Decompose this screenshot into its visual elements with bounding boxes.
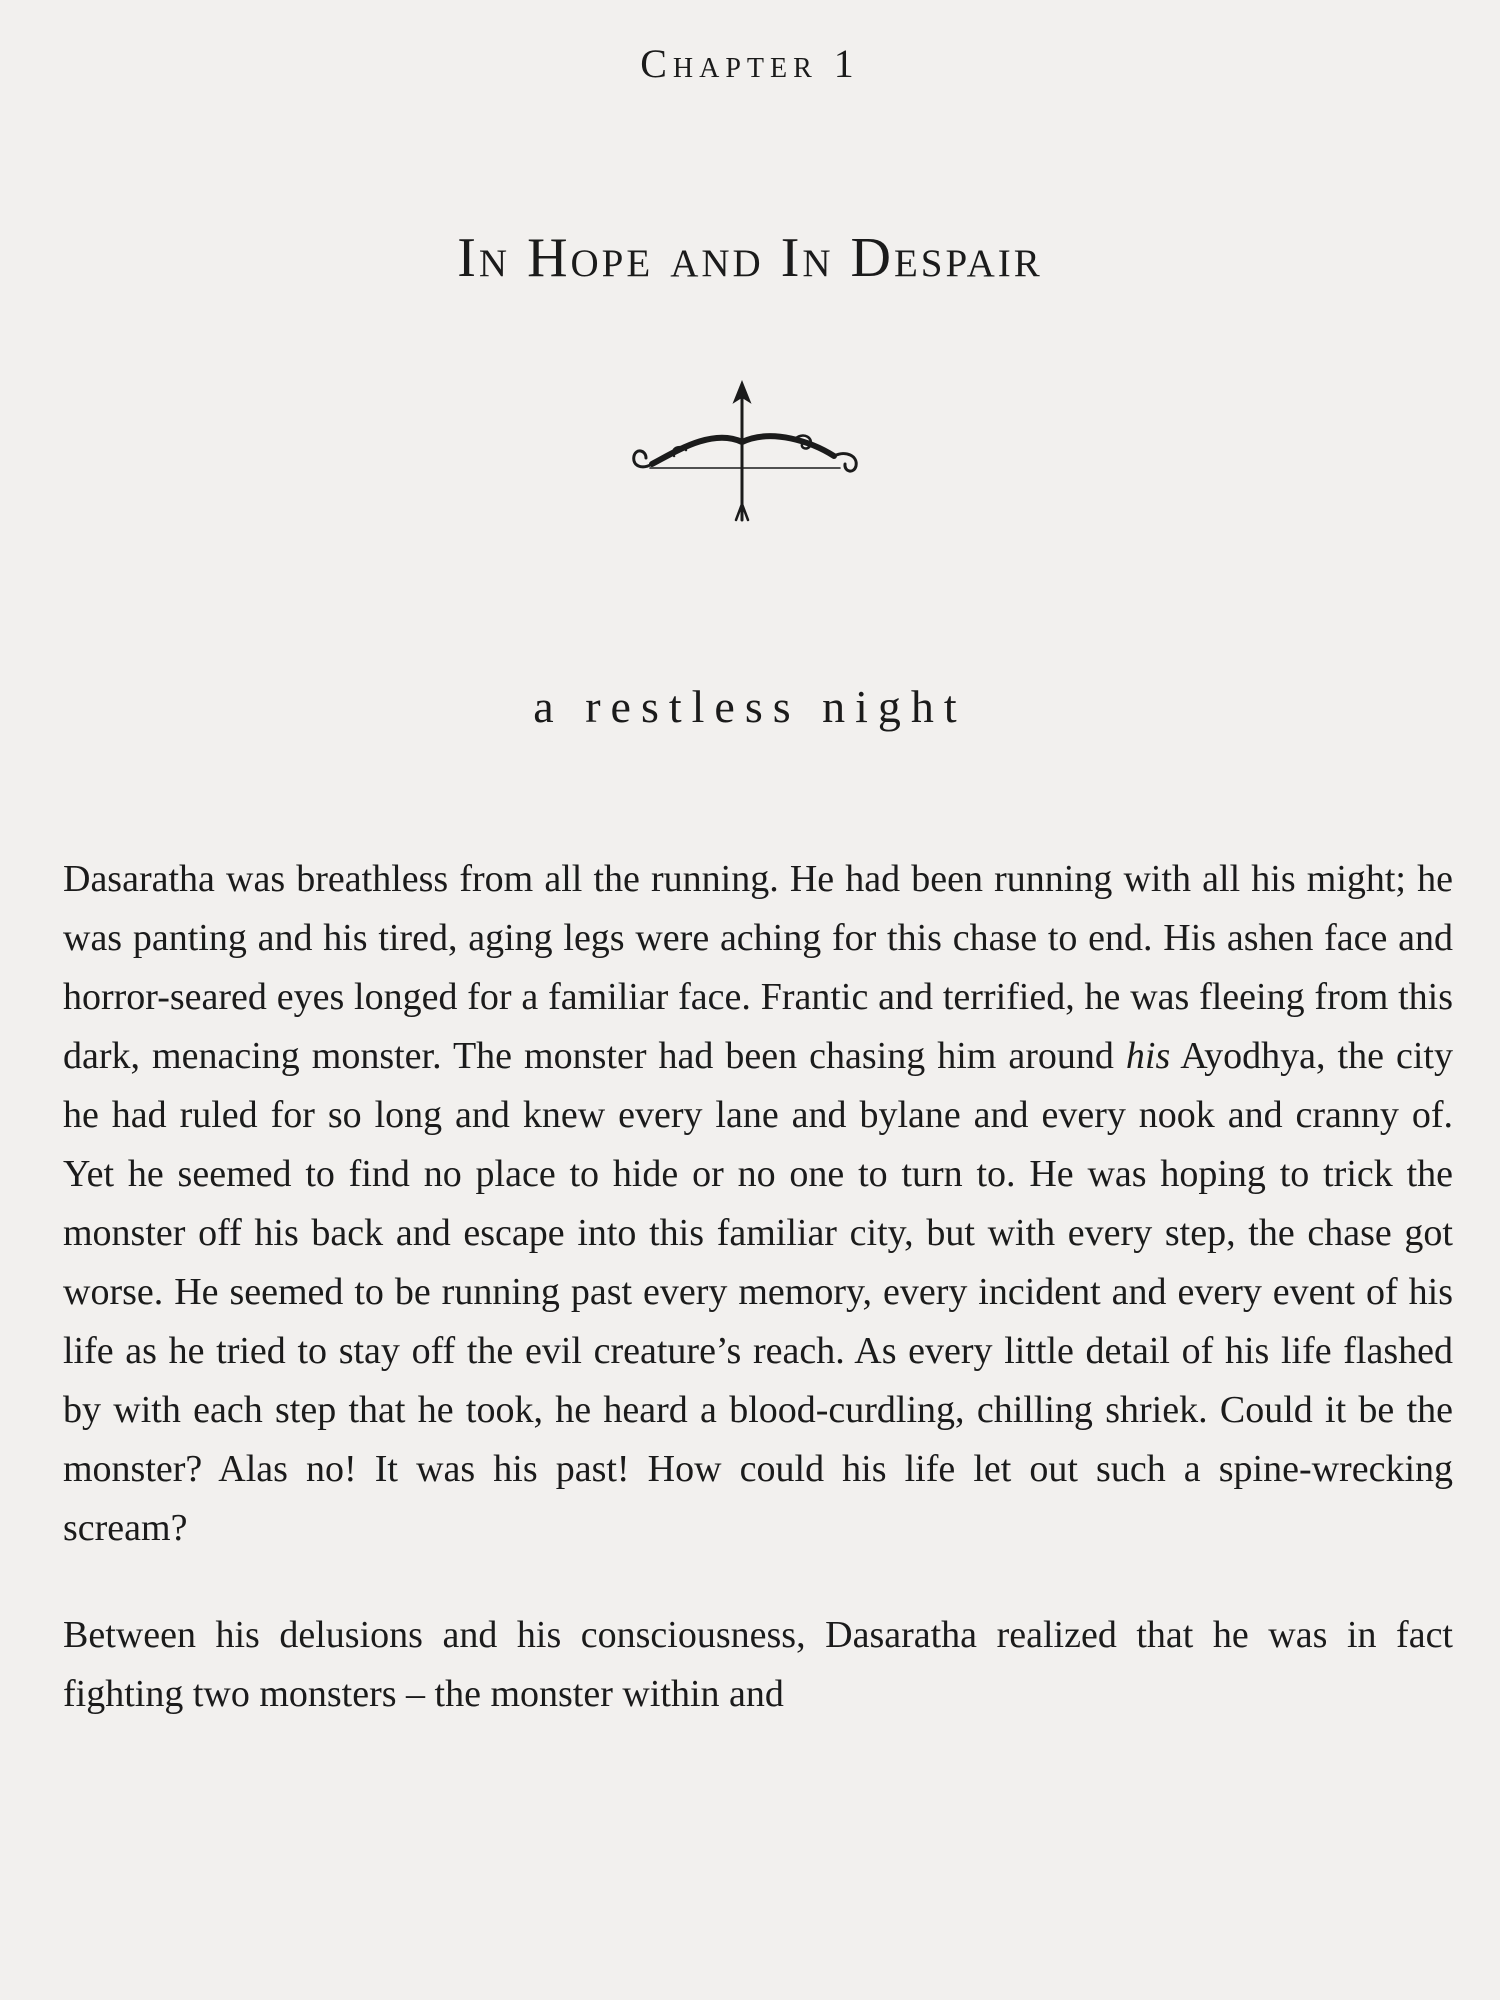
chapter-label: Chapter 1 — [640, 41, 860, 86]
paragraph: Between his delusions and his consciousness, Dasaratha realized that he was in fact fighting two monsters – the monster within and — [63, 1614, 1453, 1715]
paragraph — [63, 850, 1453, 1558]
paragraph-text: Dasaratha was breathless from all the running. He had been running with all his might; he was panting and his tired, aging legs were aching for this chase to end. His ashen face and horror-seared eyes longed for a familiar face. Frantic and terrified, he was fleeing from this dark, menacing monster. The monster had been chasing him around — [63, 858, 1453, 1077]
paragraph-emphasis: his — [1125, 1035, 1171, 1077]
paragraph-text: Ayodhya, the city he had ruled for so long and knew every lane and bylane and every nook and cranny of. Yet he seemed to find no place to hide or no one to turn to. He was hoping to trick the monster off his back and escape into this familiar city, but with every step, the chase got worse. He seemed to be running past every memory, every incident and every event of his life as he tried to stay off the evil creature’s reach. As every little detail of his life flashed by with each step that he took, he heard a blood-curdling, chilling shriek. Could it be the monster? Alas no! It was his past! How could his life let out such a spine-wrecking scream? — [63, 1035, 1453, 1549]
chapter-title: In Hope and In Despair — [457, 227, 1043, 289]
section-title: a restless night — [533, 681, 967, 732]
bow-and-arrow-icon — [620, 380, 884, 528]
chapter-body — [63, 850, 1453, 1724]
